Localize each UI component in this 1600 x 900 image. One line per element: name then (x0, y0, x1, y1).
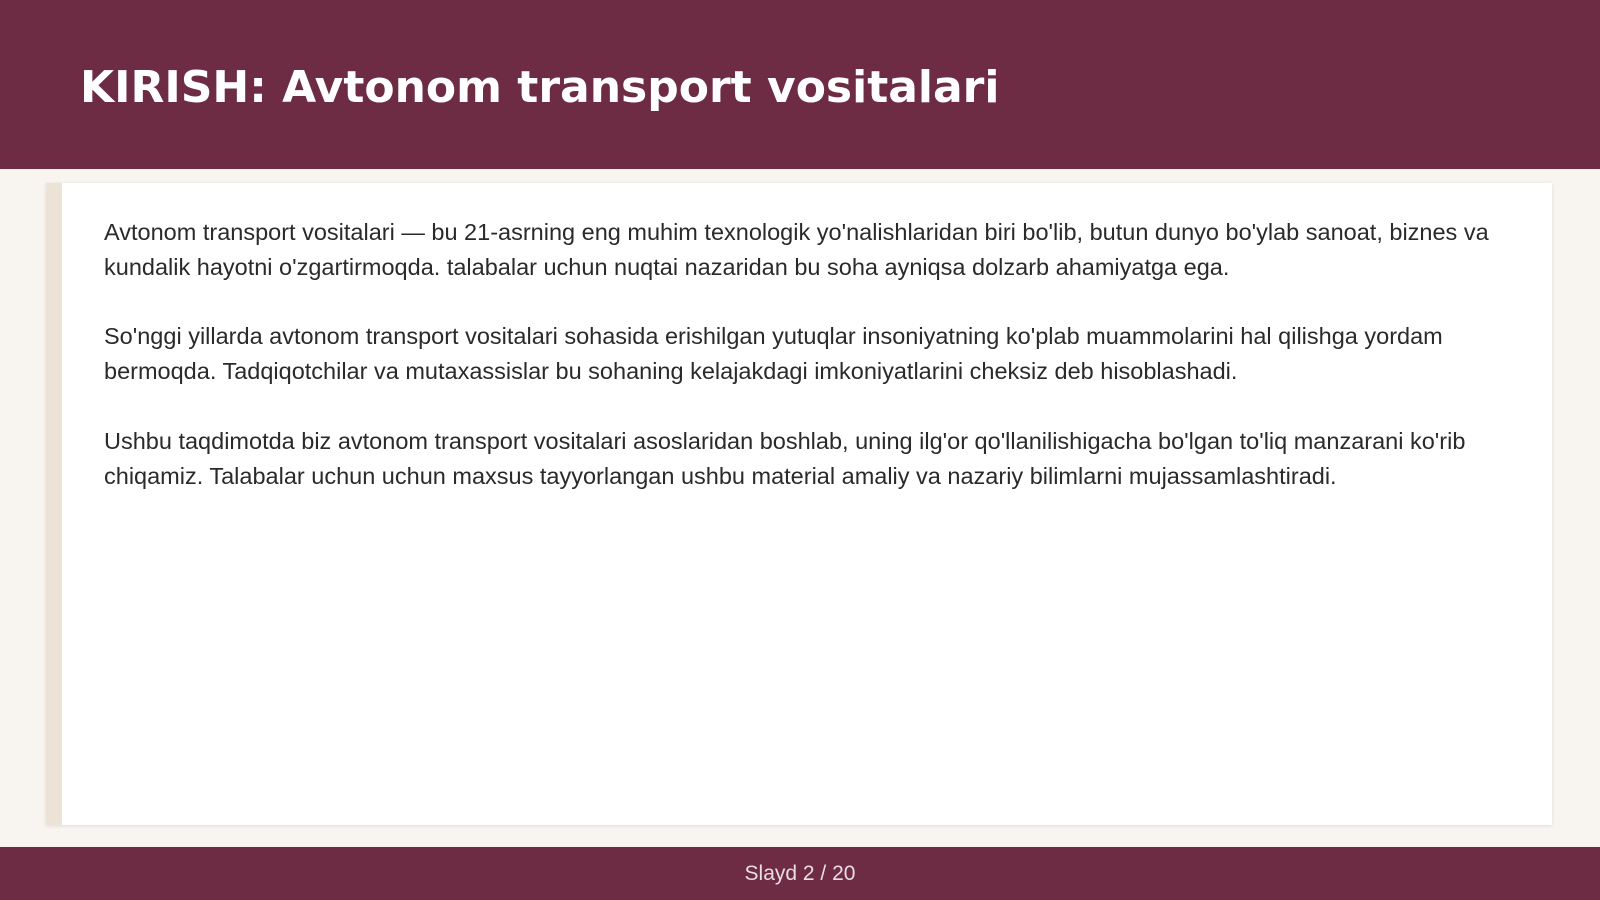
slide-counter: Slayd 2 / 20 (744, 862, 856, 885)
paragraph-overview: Ushbu taqdimotda biz avtonom transport vositalari asoslaridan boshlab, uning ilg'or qo'llanilishigacha bo'lgan to'liq manzarani ko'rib chiqamiz. Talabalar uchun uchun maxsus tayyorlangan ushbu material amaliy va nazariy bilimlarni mujassamlashtiradi. (104, 427, 1466, 489)
slide-footer (0, 847, 1600, 900)
slide-title: KIRISH: Avtonom transport vositalari (80, 62, 1000, 113)
slide-header (0, 0, 1600, 169)
paragraph-achievements: So'nggi yillarda avtonom transport vositalari sohasida erishilgan yutuqlar insoniyatning ko'plab muammolarini hal qilishga yordam bermoqda. Tadqiqotchilar va mutaxassislar bu sohaning kelajakdagi imkoniyatlarini cheksiz deb hisoblashadi. (104, 323, 1443, 385)
paragraph-intro: Avtonom transport vositalari — bu 21-asrning eng muhim texnologik yo'nalishlaridan biri bo'lib, butun dunyo bo'ylab sanoat, biznes va kundalik hayotni o'zgartirmoqda. talabalar uchun nuqtai nazaridan bu soha ayniqsa dolzarb ahamiyatga ega. (104, 219, 1489, 280)
content-card (46, 183, 1552, 825)
content-body (104, 215, 1514, 528)
